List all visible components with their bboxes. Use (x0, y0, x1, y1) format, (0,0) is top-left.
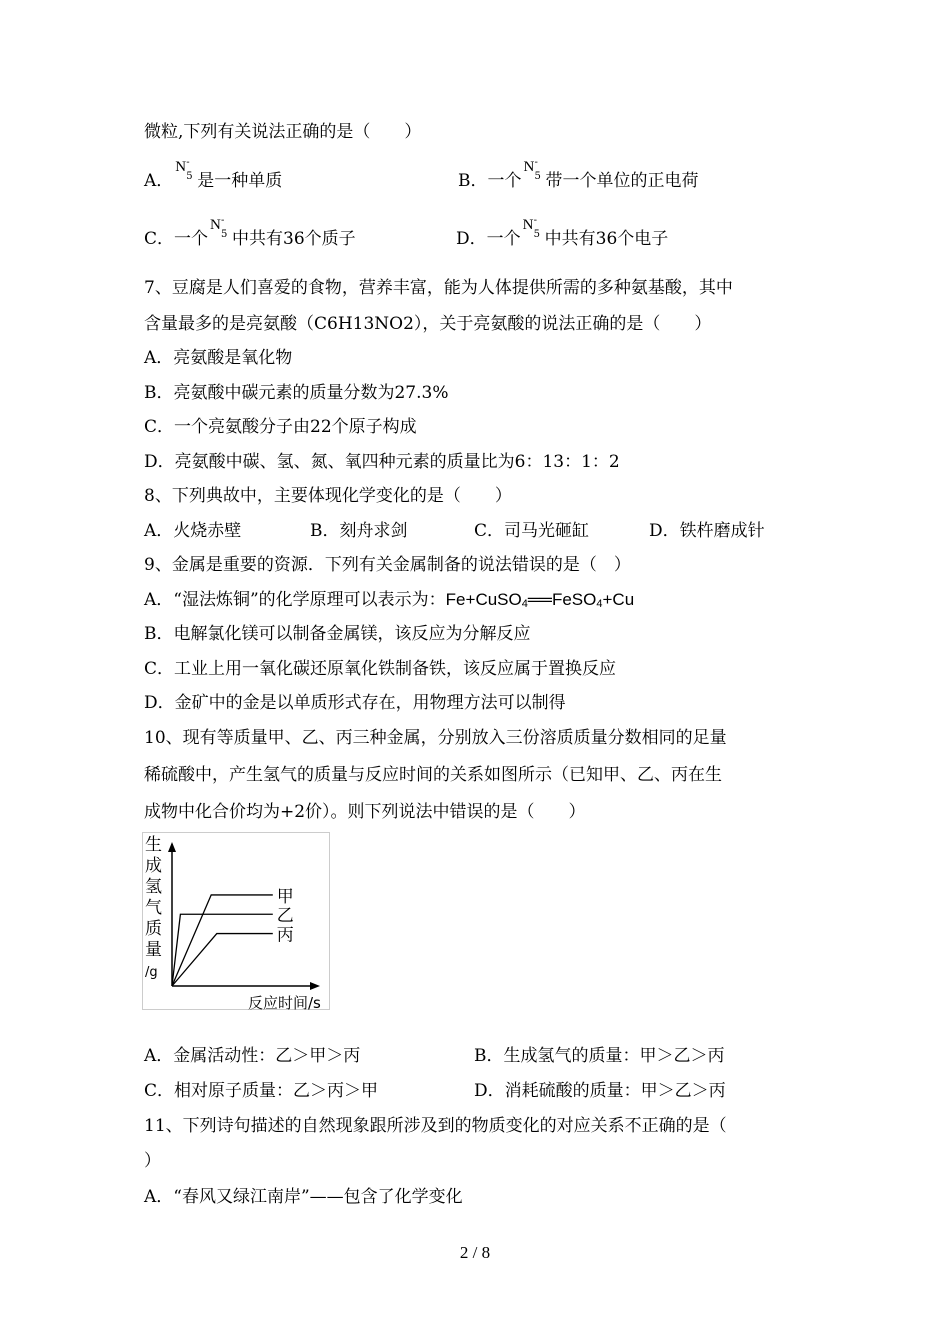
q9-option-a: A．“湿法炼铜”的化学原理可以表示为：Fe+CuSO4══FeSO4+Cu (144, 590, 635, 610)
n5-ion-symbol: N - 5 (522, 215, 541, 240)
q8-option-b: B．刻舟求剑 (310, 521, 408, 541)
q11-stem-line1: 11、下列诗句描述的自然现象跟所涉及到的物质变化的对应关系不正确的是（ (144, 1116, 727, 1136)
y-axis-arrow (168, 842, 176, 852)
series-label-甲: 甲 (276, 886, 294, 907)
q6-option-b: B．一个 N - 5 带一个单位的正电荷 (458, 157, 699, 191)
series-label-乙: 乙 (276, 906, 294, 927)
q11-option-a: A．“春风又绿江南岸”——包含了化学变化 (144, 1187, 463, 1207)
y-label-char: 量 (145, 940, 162, 960)
q10-option-a: A．金属活动性：乙＞甲＞丙 (144, 1046, 361, 1066)
q8-option-a: A．火烧赤壁 (144, 521, 242, 541)
q7-option-b: B．亮氨酸中碳元素的质量分数为27.3% (144, 383, 449, 403)
y-label-char: 成 (145, 856, 162, 876)
q7-option-a: A．亮氨酸是氧化物 (144, 348, 293, 368)
q10-stem-line1: 10、现有等质量甲、乙、丙三种金属，分别放入三份溶质质量分数相同的足量 (144, 728, 727, 748)
series-labels (277, 887, 294, 946)
chart-axes (143, 833, 330, 1010)
q8-option-d: D．铁杵磨成针 (649, 521, 765, 541)
q10-stem-line3: 成物中化合价均为+2价）。则下列说法中错误的是（ ） (144, 802, 586, 822)
y-label-char: 气 (145, 898, 162, 918)
q9-option-b: B．电解氯化镁可以制备金属镁，该反应为分解反应 (144, 624, 531, 644)
x-axis-label: 反应时间/s (248, 994, 321, 1012)
q6-option-d: D．一个 N - 5 中共有36个电子 (456, 215, 669, 249)
series-line-丙 (172, 934, 273, 986)
q9-stem: 9、金属是重要的资源．下列有关金属制备的说法错误的是（ ） (144, 555, 631, 575)
q9-option-d: D．金矿中的金是以单质形式存在，用物理方法可以制得 (144, 693, 566, 713)
q7-option-d: D．亮氨酸中碳、氢、氮、氧四种元素的质量比为6：13：1：2 (144, 452, 620, 472)
figure-frame (143, 833, 330, 1010)
q6-stem-tail: 微粒,下列有关说法正确的是（ ） (144, 122, 422, 142)
q7-stem-line1: 7、豆腐是人们喜爱的食物，营养丰富，能为人体提供所需的多种氨基酸，其中 (144, 278, 733, 298)
q10-option-d: D．消耗硫酸的质量：甲＞乙＞丙 (474, 1081, 726, 1101)
x-axis-arrow (310, 982, 320, 990)
series-line-甲 (172, 895, 273, 986)
q10-option-b: B．生成氢气的质量：甲＞乙＞丙 (474, 1046, 725, 1066)
n5-ion-symbol: N - 5 (175, 157, 193, 182)
y-label-char: 生 (145, 835, 162, 855)
q6-option-c: C．一个 N - 5 中共有36个质子 (144, 215, 356, 249)
y-label-char: 质 (145, 919, 162, 939)
q10-option-c: C．相对原子质量：乙＞丙＞甲 (144, 1081, 379, 1101)
reaction-equation: Fe+CuSO4══FeSO4+Cu (445, 590, 635, 610)
q8-option-c: C．司马光砸缸 (474, 521, 590, 541)
n5-ion-symbol: N - 5 (210, 215, 228, 240)
q10-stem-line2: 稀硫酸中，产生氢气的质量与反应时间的关系如图所示（已知甲、乙、丙在生 (144, 765, 722, 785)
series-label-丙: 丙 (276, 925, 294, 946)
q8-stem: 8、下列典故中，主要体现化学变化的是（ ） (144, 486, 512, 506)
page-number: 2 / 8 (459, 1243, 491, 1262)
q7-option-c: C．一个亮氨酸分子由22个原子构成 (144, 417, 417, 437)
n5-ion-symbol: N - 5 (523, 157, 541, 182)
q11-stem-line2: ） (144, 1151, 161, 1171)
y-axis-label (145, 835, 162, 980)
q7-stem-line2: 含量最多的是亮氨酸（C6H13NO2），关于亮氨酸的说法正确的是（ ） (144, 314, 712, 334)
hydrogen-mass-chart (142, 832, 332, 1012)
q9-option-c: C．工业上用一氧化碳还原氧化铁制备铁，该反应属于置换反应 (144, 659, 617, 679)
y-label-char: 氢 (145, 877, 162, 897)
y-label-char: /g (145, 965, 158, 980)
chart-series (172, 895, 273, 986)
q6-option-a: A． N - 5 是一种单质 (144, 157, 283, 191)
